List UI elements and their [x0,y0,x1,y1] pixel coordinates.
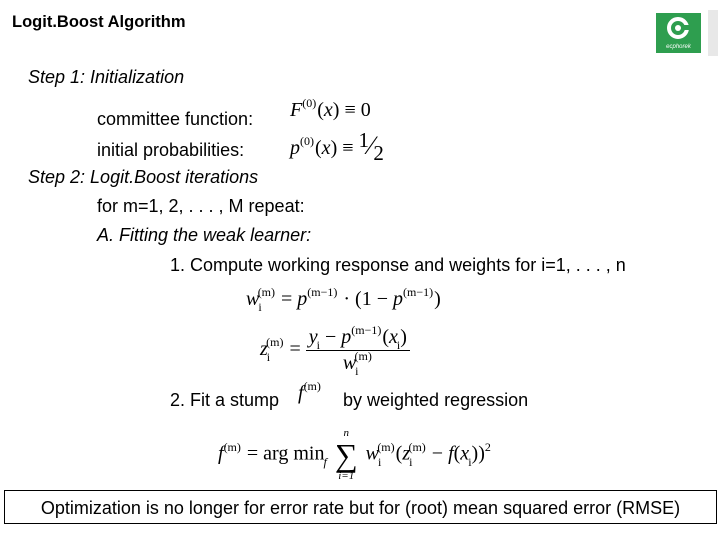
for-line: for m=1, 2, . . . , M repeat: [97,196,305,216]
ecphorek-logo-icon [656,13,701,53]
stump-symbol: $f^{(m)}$ [298,379,321,404]
step2-heading: Step 2: Logit.Boost iterations [28,167,259,187]
regression-formula: $f^{(m)}$ = arg $\min_f$ n ∑ i=1 $w_i^{(m)}(z_i^{(m)} - f(x_i))^2$ [218,427,491,482]
footer-banner: Optimization is no longer for error rate but for (root) mean squared error (RMSE) [4,490,717,524]
step1-heading: Step 1: Initialization [28,67,185,87]
slide-edge-strip [708,10,718,56]
logo-text: ecphorek [666,44,691,50]
prob-label: initial probabilities: [97,140,245,160]
compute-line: 1. Compute working response and weights for i=1, . . . , n [170,255,626,275]
fit-suffix: by weighted regression [343,390,529,410]
weight-formula: $w_i^{(m)} = p^{(m-1)} \cdot (1 - p^{(m-1)})$ [246,285,441,314]
committee-formula: $F^{(0)}(x) \equiv 0$ [290,96,371,121]
prob-formula: $p^{(0)}(x)$ ≡ 1⁄2 [290,128,384,165]
response-formula: $z_i^{(m)}$ = $\frac{y_i - p^{(m-1)}(x_i)}{w_i^{(m)}}$ [260,326,410,375]
fitting-heading: A. Fitting the weak learner: [97,225,312,245]
committee-label: committee function: [97,109,254,129]
fit-prefix: 2. Fit a stump [170,390,280,410]
slide-title: Logit.Boost Algorithm [12,13,186,31]
